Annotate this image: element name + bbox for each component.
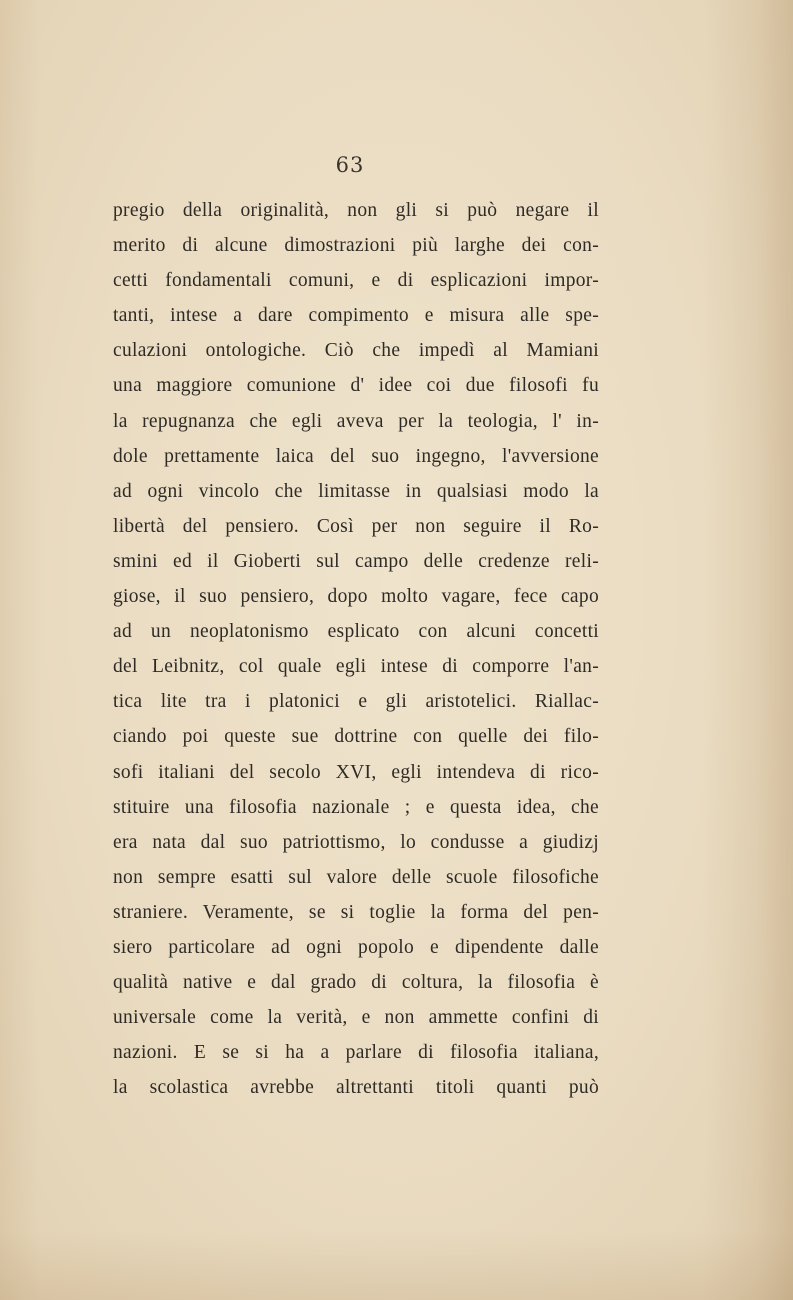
text-line: non sempre esatti sul valore delle scuole filosofiche — [113, 866, 599, 888]
page-number: 63 — [335, 153, 365, 177]
text-line: straniere. Veramente, se si toglie la forma del pen- — [113, 901, 599, 923]
text-line: tica lite tra i platonici e gli aristotelici. Riallac- — [113, 691, 599, 713]
text-line: ad ogni vincolo che limitasse in qualsiasi modo la — [113, 480, 599, 502]
text-line: culazioni ontologiche. Ciò che impedì al Mamiani — [113, 340, 599, 362]
body-text — [113, 193, 599, 1105]
text-line: tanti, intese a dare compimento e misura alle spe- — [113, 305, 599, 327]
text-line: la repugnanza che egli aveva per la teologia, l' in- — [113, 410, 599, 432]
text-line: sofi italiani del secolo XVI, egli intendeva di rico- — [113, 761, 599, 783]
text-line: libertà del pensiero. Così per non seguire il Ro- — [113, 515, 599, 537]
text-line: pregio della originalità, non gli si può negare il — [113, 200, 599, 221]
text-line: qualità native e dal grado di coltura, la filosofia è — [113, 972, 599, 994]
text-line: smini ed il Gioberti sul campo delle credenze reli- — [113, 550, 599, 572]
text-line: ciando poi queste sue dottrine con quelle dei filo- — [113, 726, 599, 748]
page-edge-left — [0, 0, 40, 1300]
page-edge-bottom — [0, 1230, 793, 1300]
text-line: dole prettamente laica del suo ingegno, l'avversione — [113, 445, 599, 467]
text-line: ad un neoplatonismo esplicato con alcuni concetti — [113, 621, 599, 643]
text-line: merito di alcune dimostrazioni più larghe dei con- — [113, 235, 599, 257]
text-line: una maggiore comunione d' idee coi due filosofi fu — [113, 375, 599, 397]
text-line: siero particolare ad ogni popolo e dipendente dalle — [113, 936, 599, 958]
text-line: universale come la verità, e non ammette confini di — [113, 1007, 599, 1029]
text-line: del Leibnitz, col quale egli intese di comporre l'an- — [113, 656, 599, 678]
text-line: stituire una filosofia nazionale ; e questa idea, che — [113, 796, 599, 818]
text-line: cetti fondamentali comuni, e di esplicazioni impor- — [113, 270, 599, 292]
page-edge-right — [703, 0, 793, 1300]
text-line: era nata dal suo patriottismo, lo condusse a giudizj — [113, 831, 599, 853]
text-line: la scolastica avrebbe altrettanti titoli quanti può — [113, 1077, 599, 1099]
text-line: giose, il suo pensiero, dopo molto vagare, fece capo — [113, 586, 599, 608]
text-line: nazioni. E se si ha a parlare di filosofia italiana, — [113, 1042, 599, 1064]
